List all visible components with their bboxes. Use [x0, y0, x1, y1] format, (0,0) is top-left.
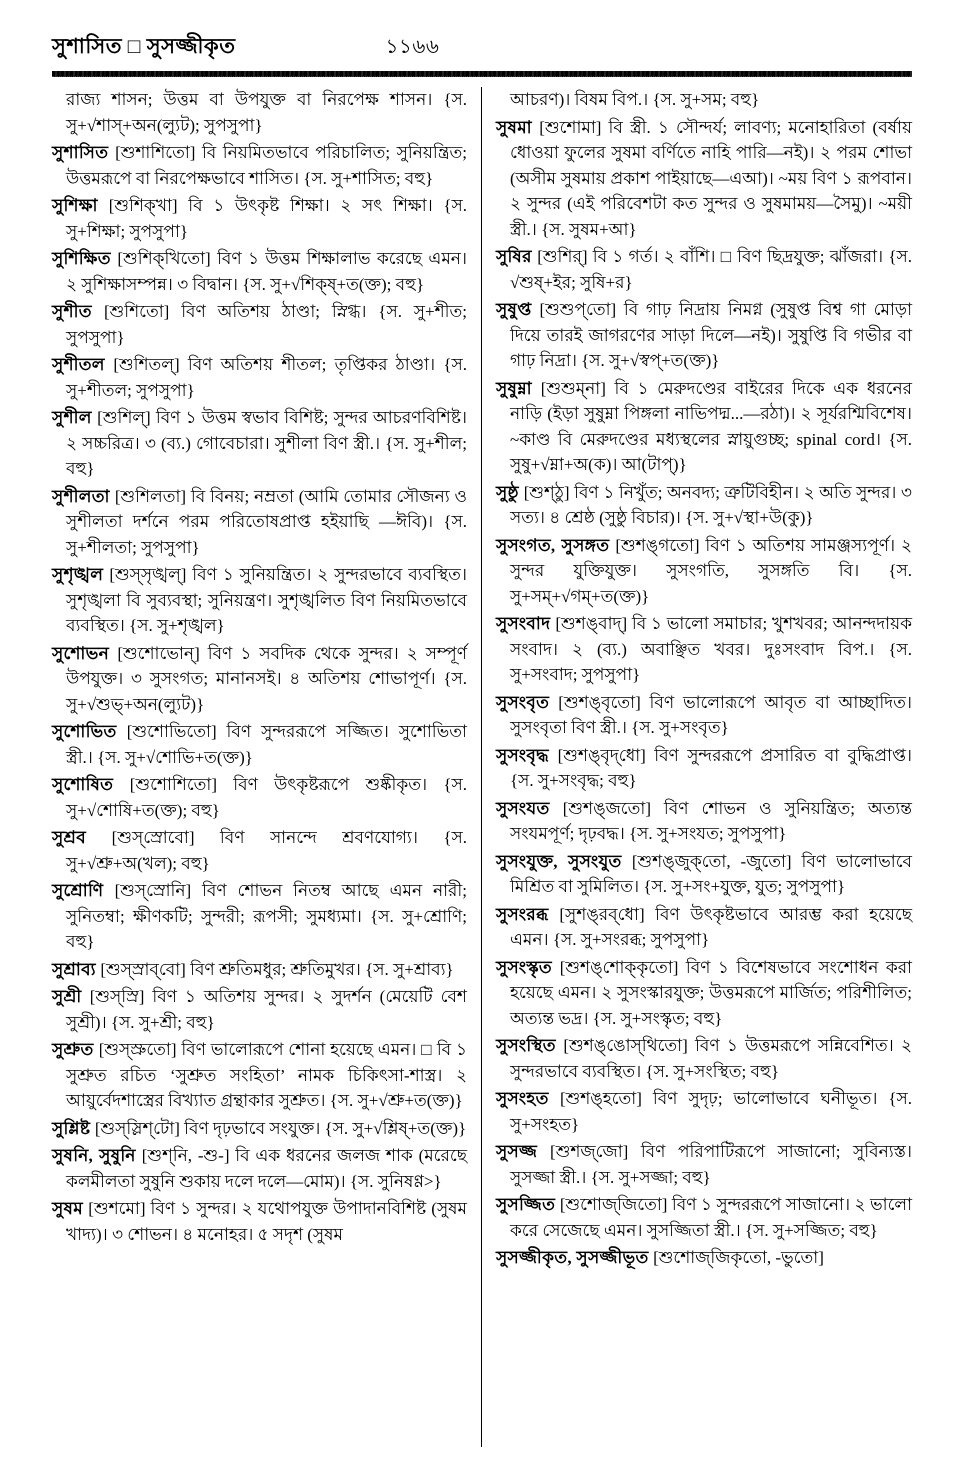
headword: সুষ্ঠু: [496, 482, 524, 502]
headword: সুশ্রুত: [52, 1040, 99, 1059]
headword: সুসংরব্ধ: [496, 904, 560, 924]
dictionary-entry: সুসংবাদ [শুশঙ্‌বাদ্] বি ১ ভালো সমাচার; খুশখবর; আনন্দদায়ক সংবাদ। ২ (ব্য.) অবাঞ্ছিত খবর। দুঃসংবাদ বিপ.। {স. সু+সংবাদ; সুপসুপা}: [496, 614, 912, 684]
headword: সুসজ্জ: [496, 1142, 551, 1161]
dictionary-entry: সুষুপ্ত [শুশুপ্‌তো] বি গাঢ় নিদ্রায় নিমগ্ন (সুষুপ্ত বিশ্ব গা মোড়া দিয়ে তারই জাগরণের সাড়া দিলে—নই)। সুষুপ্তি বি গভীর বা গাঢ় নিদ্রা। {স. সু+√স্বপ্+ত(ক্ত)}: [496, 300, 912, 370]
headword: সুশ্রাব্য: [52, 959, 101, 979]
headword: সুশীল: [52, 408, 98, 427]
dictionary-entry: সুসংবৃত [শুশঙ্‌বৃতো] বিণ ভালোরূপে আবৃত বা আচ্ছাদিত। সুসংবৃতা বিণ স্ত্রী.। {স. সু+সংবৃত}: [496, 692, 913, 737]
dictionary-entry: সুষ্ঠু [শুশ্‌ঠু] বিণ ১ নিখুঁত; অনবদ্য; ত্রুটিবিহীন। ২ অতি সুন্দর। ৩ সত্য। ৪ শ্রেষ্ঠ (সুষ্ঠু বিচার)। {স. সু+√স্থা+উ(কু)}: [496, 482, 912, 527]
dictionary-entry: সুষুম্না [শুশুম্‌না] বি ১ মেরুদণ্ডের বাইরের দিকে এক ধরনের নাড়ি (ইড়া সুষুম্না পিঙ্গলা নাভিপদ্ম...—রঠা)। ২ সূর্যরশ্মিবিশেষ। ~কাণ্ড বি মেরুদণ্ডের মধ্যস্থলের স্নায়ুগুচ্ছ; spinal cord। {স. সুষু+√ম্না+অ(ক)। আ(টাপ্)}: [496, 378, 912, 474]
dictionary-entry: সুষির [শুশির্] বি ১ গর্ত। ২ বাঁশি। □ বিণ ছিদ্রযুক্ত; ঝাঁজরা। {স. √শুষ্+ইর; সুষি+র}: [496, 247, 912, 292]
guide-words: সুশাসিত □ সুসজ্জীকৃত: [52, 34, 236, 58]
dictionary-entry: সুশোষিত [শুশোশিতো] বিণ উৎকৃষ্টরূপে শুষ্কীকৃত। {স. সু+√শোষি+ত(ক্ত); বহু}: [52, 775, 467, 820]
header-rule: [52, 71, 912, 77]
headword: সুসংবৃত: [496, 692, 559, 712]
dictionary-entry: সুসংরব্ধ [সুশঙ্‌রব্‌ধো] বিণ উৎকৃষ্টভাবে আরম্ভ করা হয়েছে এমন। {স. সু+সংরব্ধ; সুপসুপা}: [496, 904, 912, 949]
dictionary-entry: সুশ্লিষ্ট [শুস্‌স্লিশ্‌টো] বিণ দৃঢ়ভাবে সংযুক্ত। {স. সু+√শ্লিষ্+ত(ক্ত)}: [52, 1118, 467, 1138]
headword: সুষমা: [496, 117, 540, 137]
dictionary-entry: সুশীলতা [শুশিলতা] বি বিনয়; নম্রতা (আমি তোমার সৌজন্য ও সুশীলতা দর্শনে পরম পরিতোষপ্রাপ্ত হইয়াছি —ঈবি)। {স. সু+শীলতা; সুপসুপা}: [52, 486, 467, 557]
headword: সুশিক্ষা: [52, 196, 109, 215]
dictionary-entry: রাজ্য শাসন; উত্তম বা উপযুক্ত বা নিরপেক্ষ শাসন। {স. সু+√শাস্+অন(ল্যুট); সুপসুপা}: [66, 90, 467, 135]
headword: সুসংস্থিত: [496, 1036, 564, 1055]
headword: সুশীত: [52, 302, 104, 321]
headword: সুশিক্ষিত: [52, 249, 118, 268]
headword: সুষুপ্ত: [496, 300, 540, 319]
headword: সুসজ্জীকৃত, সুসজ্জীভূত: [496, 1248, 654, 1267]
dictionary-entry: সুসংযত [শুশঙ্‌জতো] বিণ শোভন ও সুনিয়ন্ত্রিত; অত্যন্ত সংযমপূর্ণ; দৃঢ়বদ্ধ। {স. সু+সংযত; সুপসুপা}: [496, 798, 912, 843]
running-head: [52, 30, 912, 65]
headword: সুসংগত, সুসঙ্গত: [496, 535, 616, 555]
dictionary-entry: সুসজ্জিত [শুশোজ্‌জিতো] বিণ ১ সুন্দররূপে সাজানো। ২ ভালো করে সেজেছে এমন। সুসজ্জিতা স্ত্রী.। {স. সু+সজ্জিত; বহু}: [496, 1195, 913, 1240]
column-right: [482, 87, 912, 1447]
text-columns: [52, 87, 912, 1447]
headword: সুশাসিত: [52, 143, 116, 162]
headword: সুসজ্জিত: [496, 1195, 560, 1214]
headword: সুসংবৃদ্ধ: [496, 745, 558, 765]
dictionary-entry: সুসংগত, সুসঙ্গত [শুশঙ্‌গতো] বিণ ১ অতিশয় সামঞ্জস্যপূর্ণ। ২ সুন্দর যুক্তিযুক্ত। সুসংগতি, সুসঙ্গতি বি। {স. সু+সম্+√গম্+ত(ক্ত)}: [496, 535, 912, 606]
dictionary-entry: সুশীল [শুশিল্] বিণ ১ উত্তম স্বভাব বিশিষ্ট; সুন্দর আচরণবিশিষ্ট। ২ সচ্চরিত্র। ৩ (ব্য.) গোবেচারা। সুশীলা বিণ স্ত্রী.। {স. সু+শীল; বহু}: [52, 408, 467, 478]
dictionary-entry: সুশাসিত [শুশাশিতো] বি নিয়মিতভাবে পরিচালিত; সুনিয়ন্ত্রিত; উত্তমরূপে বা নিরপেক্ষভাবে শাসিত। {স. সু+শাসিত; বহু}: [52, 143, 467, 188]
dictionary-entry: আচরণ)। বিষম বিপ.। {স. সু+সম; বহু}: [510, 90, 760, 109]
dictionary-entry: সুশ্রব [শুস্‌স্রোবো] বিণ সানন্দে শ্রবণযোগ্য। {স. সু+√শ্রু+অ(খল); বহু}: [52, 828, 467, 873]
dictionary-entry: সুশিক্ষা [শুশিক্‌খা] বি ১ উৎকৃষ্ট শিক্ষা। ২ সৎ শিক্ষা। {স. সু+শিক্ষা; সুপসুপা}: [52, 196, 467, 241]
headword: সুশৃঙ্খল: [52, 565, 110, 584]
dictionary-entry: সুশোভন [শুশোভোন্] বিণ ১ সবদিক থেকে সুন্দর। ২ সম্পূর্ণ উপযুক্ত। ৩ সুসংগত; মানানসই। ৪ অতিশয় শোভাপূর্ণ। {স. সু+√শুভ্+অন(ল্যুট)}: [52, 643, 467, 714]
headword: সুশোভন: [52, 643, 118, 663]
dictionary-entry: সুসংস্থিত [শুশঙ্‌ঙোস্‌থিতো] বিণ ১ উত্তমরূপে সন্নিবেশিত। ২ সুন্দরভাবে ব্যবস্থিত। {স. সু+সংস্থিত; বহু}: [496, 1036, 912, 1081]
dictionary-entry: সুসংযুক্ত, সুসংযুত [শুশঙ্‌জুক্‌তো, -জুতো] বিণ ভালোভাবে মিশ্রিত বা সুমিলিত। {স. সু+সং+যুক্ত, যুত; সুপসুপা}: [496, 851, 912, 896]
dictionary-entry: সুশীত [শুশিতো] বিণ অতিশয় ঠাণ্ডা; স্নিগ্ধ। {স. সু+শীত; সুপসুপা}: [52, 302, 467, 347]
headword: সুষম: [52, 1199, 89, 1218]
dictionary-entry: সুশোভিত [শুশোভিতো] বিণ সুন্দররূপে সজ্জিত। সুশোভিতা স্ত্রী.। {স. সু+√শোভি+ত(ক্ত)}: [52, 722, 467, 767]
headword: সুশোষিত: [52, 775, 130, 794]
headword: সুসংহত: [496, 1089, 560, 1108]
headword: সুষুম্না: [496, 378, 541, 398]
headword: সুসংযুক্ত, সুসংযুত: [496, 851, 632, 871]
headword: সুশীতল: [52, 355, 114, 374]
dictionary-entry: সুশ্রোণি [শুস্‌স্রোনি] বিণ শোভন নিতম্ব আছে এমন নারী; সুনিতম্বা; ক্ষীণকটি; সুন্দরী; রূপসী; সুমধ্যমা। {স. সু+শ্রোণি; বহু}: [52, 881, 467, 951]
dictionary-entry: সুষমা [শুশোমা] বি স্ত্রী. ১ সৌন্দর্য; লাবণ্য; মনোহারিতা (বর্ষায় ধোওয়া ফুলের সুষমা বর্ণিতে নাহি পারি—নই)। ২ পরম শোভা (অসীম সুষমায় প্রকাশ পাইয়াছে—এআ)। ~ময় বিণ ১ রূপবান। ২ সুন্দর (এই পরিবেশটা কত সুন্দর ও সুষমাময়—সৈমু)। ~ময়ী স্ত্রী.। {স. সুষম+আ}: [496, 117, 912, 239]
dictionary-entry: সুসংবৃদ্ধ [শুশঙ্‌বৃদ্‌ধো] বিণ সুন্দররূপে প্রসারিত বা বুদ্ধিপ্রাপ্ত। {স. সু+সংবৃদ্ধ; বহু}: [496, 745, 912, 790]
dictionary-entry: সুশ্রী [শুস্‌স্রি] বিণ ১ অতিশয় সুন্দর। ২ সুদর্শন (মেয়েটি বেশ সুশ্রী)। {স. সু+শ্রী; বহু}: [52, 987, 467, 1032]
headword: সুশোভিত: [52, 722, 127, 741]
headword: সুশীলতা: [52, 486, 115, 506]
headword: সুশ্রব: [52, 828, 112, 847]
dictionary-entry: সুশ্রাব্য [শুস্‌স্রাব্‌বো] বিণ শ্রুতিমধুর; শ্রুতিমুখর। {স. সু+শ্রাব্য}: [52, 959, 454, 979]
headword: সুশ্রোণি: [52, 881, 115, 900]
dictionary-entry: সুসংহত [শুশঙ্‌হতো] বিণ সুদৃঢ়; ভালোভাবে ঘনীভূত। {স. সু+সংহত}: [496, 1089, 913, 1134]
dictionary-entry: সুশিক্ষিত [শুশিক্‌খিতো] বিণ ১ উত্তম শিক্ষালাভ করেছে এমন। ২ সুশিক্ষাসম্পন্ন। ৩ বিদ্বান। {স. সু+√শিক্ষ্+ত(ক্ত); বহু}: [52, 249, 467, 294]
headword: সুশ্লিষ্ট: [52, 1118, 95, 1138]
dictionary-entry: সুসজ্জীকৃত, সুসজ্জীভূত [শুশোজ্‌জিকৃতো, -ভুতো]: [496, 1248, 824, 1267]
headword: সুসংবাদ: [496, 614, 556, 633]
column-left: [52, 87, 482, 1447]
dictionary-entry: সুসজ্জ [শুশজ্‌জো] বিণ পরিপাটিরূপে সাজানো; সুবিন্যস্ত। সুসজ্জা স্ত্রী.। {স. সু+সজ্জা; বহু}: [496, 1142, 912, 1187]
page-number: ১১৬৬: [385, 36, 440, 58]
headword: সুশ্রী: [52, 987, 90, 1006]
headword: সুষির: [496, 247, 538, 266]
dictionary-entry: সুষম [শুশমো] বিণ ১ সুন্দর। ২ যথোপযুক্ত উপাদানবিশিষ্ট (সুষম খাদ্য)। ৩ শোভন। ৪ মনোহর। ৫ সদৃশ (সুষম: [52, 1199, 467, 1244]
headword: সুসংস্কৃত: [496, 957, 560, 977]
dictionary-entry: সুসংস্কৃত [শুশঙ্‌শোক্‌কৃতো] বিণ ১ বিশেষভাবে সংশোধন করা হয়েছে এমন। ২ সুসংস্কারযুক্ত; উত্তমরূপে মার্জিত; পরিশীলিত; অত্যন্ত ভদ্র। {স. সু+সংস্কৃত; বহু}: [496, 957, 912, 1028]
dictionary-entry: সুশ্রুত [শুস্‌স্রুতো] বিণ ভালোরূপে শোনা হয়েছে এমন। □ বি ১ সুশ্রুত রচিত ‘সুশ্রুত সংহিতা’ নামক চিকিৎসা-শাস্ত্র। ২ আয়ুর্বেদশাস্ত্রের বিখ্যাত গ্রন্থাকার সুশ্রুত। {স. সু+√শ্রু+ত(ক্ত)}: [52, 1040, 467, 1110]
dictionary-entry: সুষনি, সুষুনি [শুশ্‌নি, -শু-] বি এক ধরনের জলজ শাক (মরেছে কলমীলতা সুষুনি শুকায় দলে দলে—মোম)। {স. সুনিষণ্ণ>}: [52, 1146, 467, 1191]
headword: সুসংযত: [496, 798, 563, 818]
headword: সুষনি, সুষুনি: [52, 1146, 142, 1165]
dictionary-entry: সুশৃঙ্খল [শুস্‌সৃঙ্খল্] বিণ ১ সুনিয়ন্ত্রিত। ২ সুন্দরভাবে ব্যবস্থিত। সুশৃঙ্খলা বি সুব্যবস্থা; সুনিয়ন্ত্রণ। সুশৃঙ্খলিত বিণ নিয়মিতভাবে ব্যবস্থিত। {স. সু+শৃঙ্খল}: [52, 565, 468, 635]
dictionary-entry: সুশীতল [শুশিতল্] বিণ অতিশয় শীতল; তৃপ্তিকর ঠাণ্ডা। {স. সু+শীতল; সুপসুপা}: [52, 355, 467, 400]
